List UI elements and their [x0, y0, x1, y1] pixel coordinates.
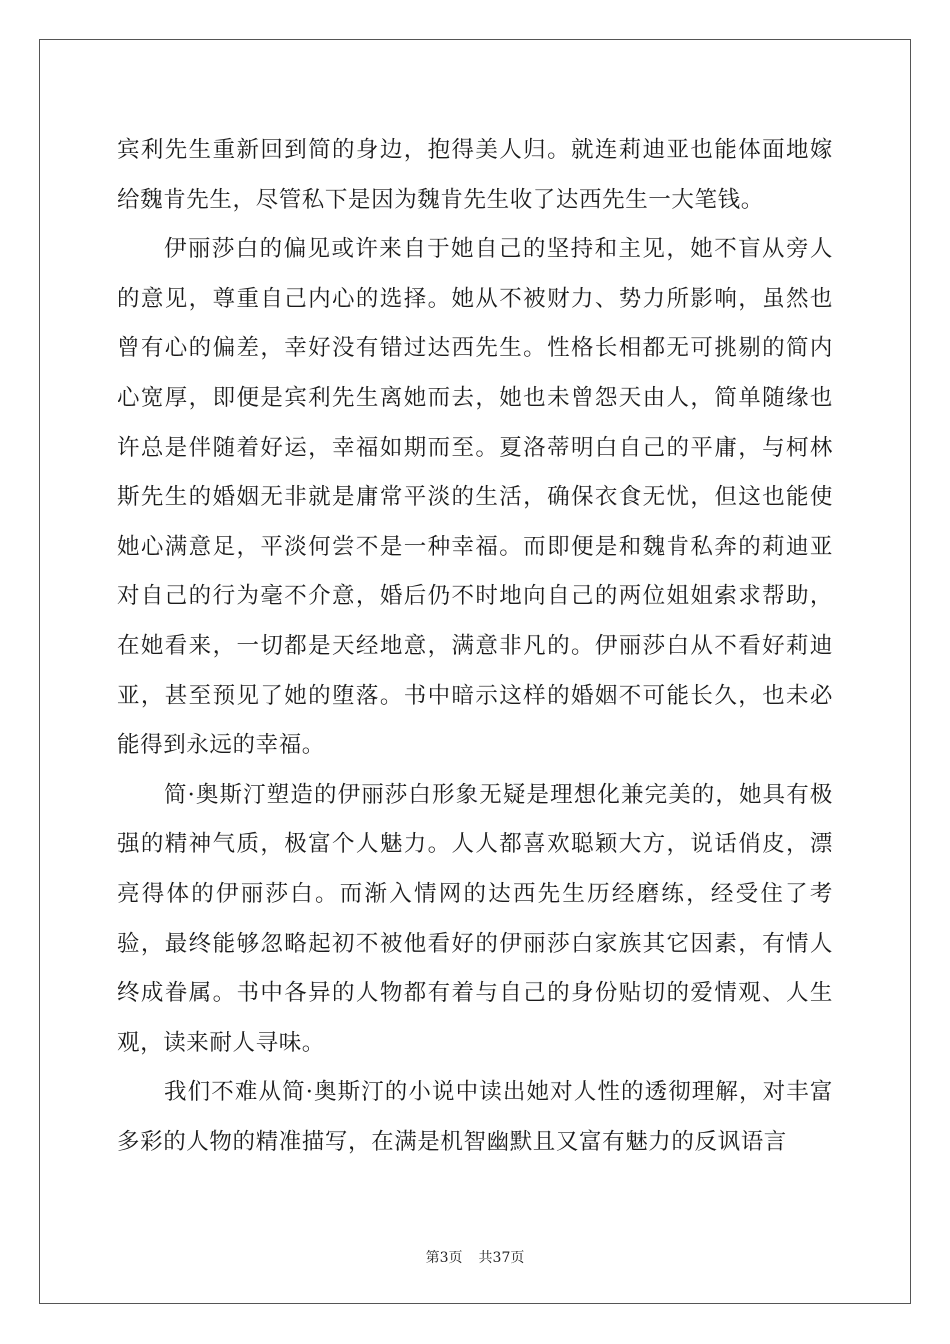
paragraph-4: 我们不难从简·奥斯汀的小说中读出她对人性的透彻理解，对丰富多彩的人物的精准描写，在满是机智幽默且又富有魅力的反讽语言	[117, 1079, 833, 1155]
paragraph-3: 简·奥斯汀塑造的伊丽莎白形象无疑是理想化兼完美的，她具有极强的精神气质，极富个人魅力。人人都喜欢聪颖大方，说话俏皮，漂亮得体的伊丽莎白。而渐入情网的达西先生历经磨练，经受住了考验，最终能够忽略起初不被他看好的伊丽莎白家族其它因素，有情人终成眷属。书中各异的人物都有着与自己的身份贴切的爱情观、人生观，读来耐人寻味。	[117, 781, 833, 1056]
page-footer	[0, 1247, 950, 1267]
document-body	[117, 126, 833, 1167]
paragraph-1: 宾利先生重新回到简的身边，抱得美人归。就连莉迪亚也能体面地嫁给魏肯先生，尽管私下是因为魏肯先生收了达西先生一大笔钱。	[117, 137, 833, 213]
page-number: 第3页	[425, 1250, 463, 1266]
paragraph-2: 伊丽莎白的偏见或许来自于她自己的坚持和主见，她不盲从旁人的意见，尊重自己内心的选择。她从不被财力、势力所影响，虽然也曾有心的偏差，幸好没有错过达西先生。性格长相都无可挑剔的简内心宽厚，即便是宾利先生离她而去，她也未曾怨天由人，简单随缘也许总是伴随着好运，幸福如期而至。夏洛蒂明白自己的平庸，与柯林斯先生的婚姻无非就是庸常平淡的生活，确保衣食无忧，但这也能使她心满意足，平淡何尝不是一种幸福。而即便是和魏肯私奔的莉迪亚对自己的行为毫不介意，婚后仍不时地向自己的两位姐姐索求帮助，在她看来，一切都是天经地意，满意非凡的。伊丽莎白从不看好莉迪亚，甚至预见了她的堕落。书中暗示这样的婚姻不可能长久，也未必能得到永远的幸福。	[117, 236, 833, 759]
total-pages: 共37页	[478, 1250, 525, 1266]
